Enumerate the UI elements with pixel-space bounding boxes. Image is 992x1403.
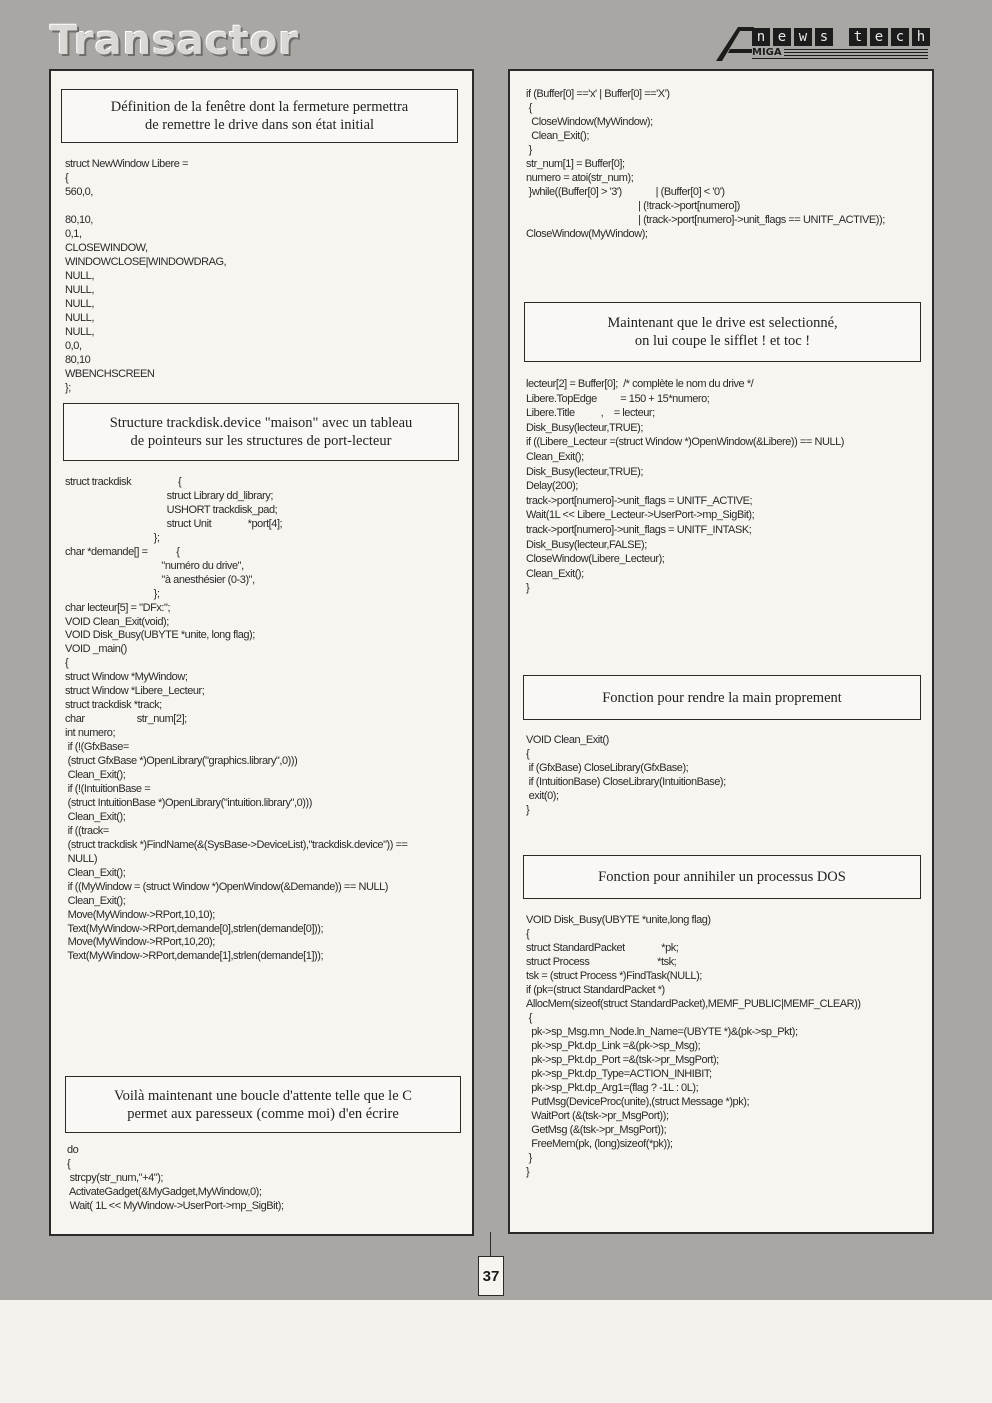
amiga-a-logo-icon <box>716 27 754 61</box>
logo-letter-boxes <box>752 28 930 46</box>
logo-letter: n <box>752 28 770 46</box>
section-caption-drive-selected: Maintenant que le drive est selectionné, on lui coupe le sifflet ! et toc ! <box>524 302 921 362</box>
section-caption-clean-exit: Fonction pour rendre la main proprement <box>523 675 921 720</box>
section-caption-window-definition: Définition de la fenêtre dont la fermeture permettra de remettre le drive dans son état initial <box>61 89 458 143</box>
logo-letter: e <box>870 28 888 46</box>
section-caption-trackdisk-structure: Structure trackdisk.device "maison" avec un tableau de pointeurs sur les structures de port-lecteur <box>63 403 459 461</box>
amiga-newstech-logo <box>716 27 928 61</box>
code-block-do-loop: do { strcpy(str_num,"+4"); ActivateGadget(&MyGadget,MyWindow,0); Wait( 1L << MyWindow->UserPort->mp_SigBit); <box>67 1144 284 1212</box>
logo-letter: c <box>891 28 909 46</box>
code-block-main: struct trackdisk { struct Library dd_library; USHORT trackdisk_pad; struct Unit *port[4]; }; char *demande[] = { "numéro du drive", "à anesthésier (0-3)", }; char lecteur[5] = "DFx:"; VOID Clean_Exit(void); VOID Disk_Busy(UBYTE *unite, long flag); VOID _main() { struct Window *MyWindow; struct Window *Libere_Lecteur; struct trackdisk *track; char str_num[2]; int numero; if (!(GfxBase= (struct GfxBase *)OpenLibrary("graphics.library",0))) Clean_Exit(); if (!(IntuitionBase = (struct IntuitionBase *)OpenLibrary("intuition.library",0))) Clean_Exit(); if ((track= (struct trackdisk *)FindName(&(SysBase->DeviceList),"trackdisk.device")) == NULL) Clean_Exit(); if ((MyWindow = (struct Window *)OpenWindow(&Demande)) == NULL) Clean_Exit(); Move(MyWindow->RPort,10,10); Text(MyWindow->RPort,demande[0],strlen(demande[0])); Move(MyWindow->RPort,10,20); Text(MyWindow->RPort,demande[1],strlen(demande[1])); <box>65 476 408 963</box>
page-title: Transactor <box>50 18 299 64</box>
code-block-inhibit-drive: lecteur[2] = Buffer[0]; /* complète le nom du drive */ Libere.TopEdge = 150 + 15*numero; Libere.Title , = lecteur; Disk_Busy(lecteur,TRUE); if ((Libere_Lecteur =(struct Window *)OpenWindow(&Libere)) == NULL) Clean_Exit(); Disk_Busy(lecteur,TRUE); Delay(200); track->port[numero]->unit_flags = UNITF_ACTIVE; Wait(1L << Libere_Lecteur->UserPort->mp_SigBit); track->port[numero]->unit_flags = UNITF_INTASK; Disk_Busy(lecteur,FALSE); CloseWindow(Libere_Lecteur); Clean_Exit(); } <box>526 378 845 595</box>
logo-letter: s <box>815 28 833 46</box>
logo-letter: h <box>912 28 930 46</box>
logo-amiga-label: MIGA <box>752 47 782 58</box>
logo-amiga-stripes <box>752 49 928 59</box>
logo-letter: w <box>794 28 812 46</box>
code-block-newwindow: struct NewWindow Libere = { 560,0, 80,10, 0,1, CLOSEWINDOW, WINDOWCLOSE|WINDOWDRAG, NULL, NULL, NULL, NULL, NULL, 0,0, 80,10 WBENCHSCREEN }; <box>65 158 227 394</box>
section-caption-wait-loop: Voilà maintenant une boucle d'attente telle que le C permet aux paresseux (comme moi) d'en écrire <box>65 1076 461 1133</box>
right-code-panel <box>508 69 934 1234</box>
logo-letter: e <box>773 28 791 46</box>
page-number-connector <box>490 1232 491 1256</box>
page-number: 37 <box>478 1256 504 1296</box>
logo-letter: t <box>849 28 867 46</box>
code-block-buffer-check: if (Buffer[0] =='x' | Buffer[0] =='X') { CloseWindow(MyWindow); Clean_Exit(); } str_num[1] = Buffer[0]; numero = atoi(str_num); }while((Buffer[0] > '3') | (Buffer[0] < '0') | (!track->port[numero]) | (track->port[numero]->unit_flags == UNITF_ACTIVE)); CloseWindow(MyWindow); <box>526 88 885 240</box>
section-caption-disk-busy: Fonction pour annihiler un processus DOS <box>523 855 921 899</box>
code-block-disk-busy: VOID Disk_Busy(UBYTE *unite,long flag) { struct StandardPacket *pk; struct Process *tsk; tsk = (struct Process *)FindTask(NULL); if (pk=(struct StandardPacket *) AllocMem(sizeof(struct StandardPacket),MEMF_PUBLIC|MEMF_CLEAR)) { pk->sp_Msg.mn_Node.ln_Name=(UBYTE *)&(pk->sp_Pkt); pk->sp_Pkt.dp_Link =&(pk->sp_Msg); pk->sp_Pkt.dp_Port =&(tsk->pr_MsgPort); pk->sp_Pkt.dp_Type=ACTION_INHIBIT; pk->sp_Pkt.dp_Arg1=(flag ? -1L : 0L); PutMsg(DeviceProc(unite),(struct Message *)pk); WaitPort (&(tsk->pr_MsgPort)); GetMsg (&(tsk->pr_MsgPort)); FreeMem(pk, (long)sizeof(*pk)); } } <box>526 914 861 1178</box>
code-block-clean-exit: VOID Clean_Exit() { if (GfxBase) CloseLibrary(GfxBase); if (IntuitionBase) CloseLibrary(IntuitionBase); exit(0); } <box>526 734 726 816</box>
left-code-panel <box>49 69 474 1236</box>
